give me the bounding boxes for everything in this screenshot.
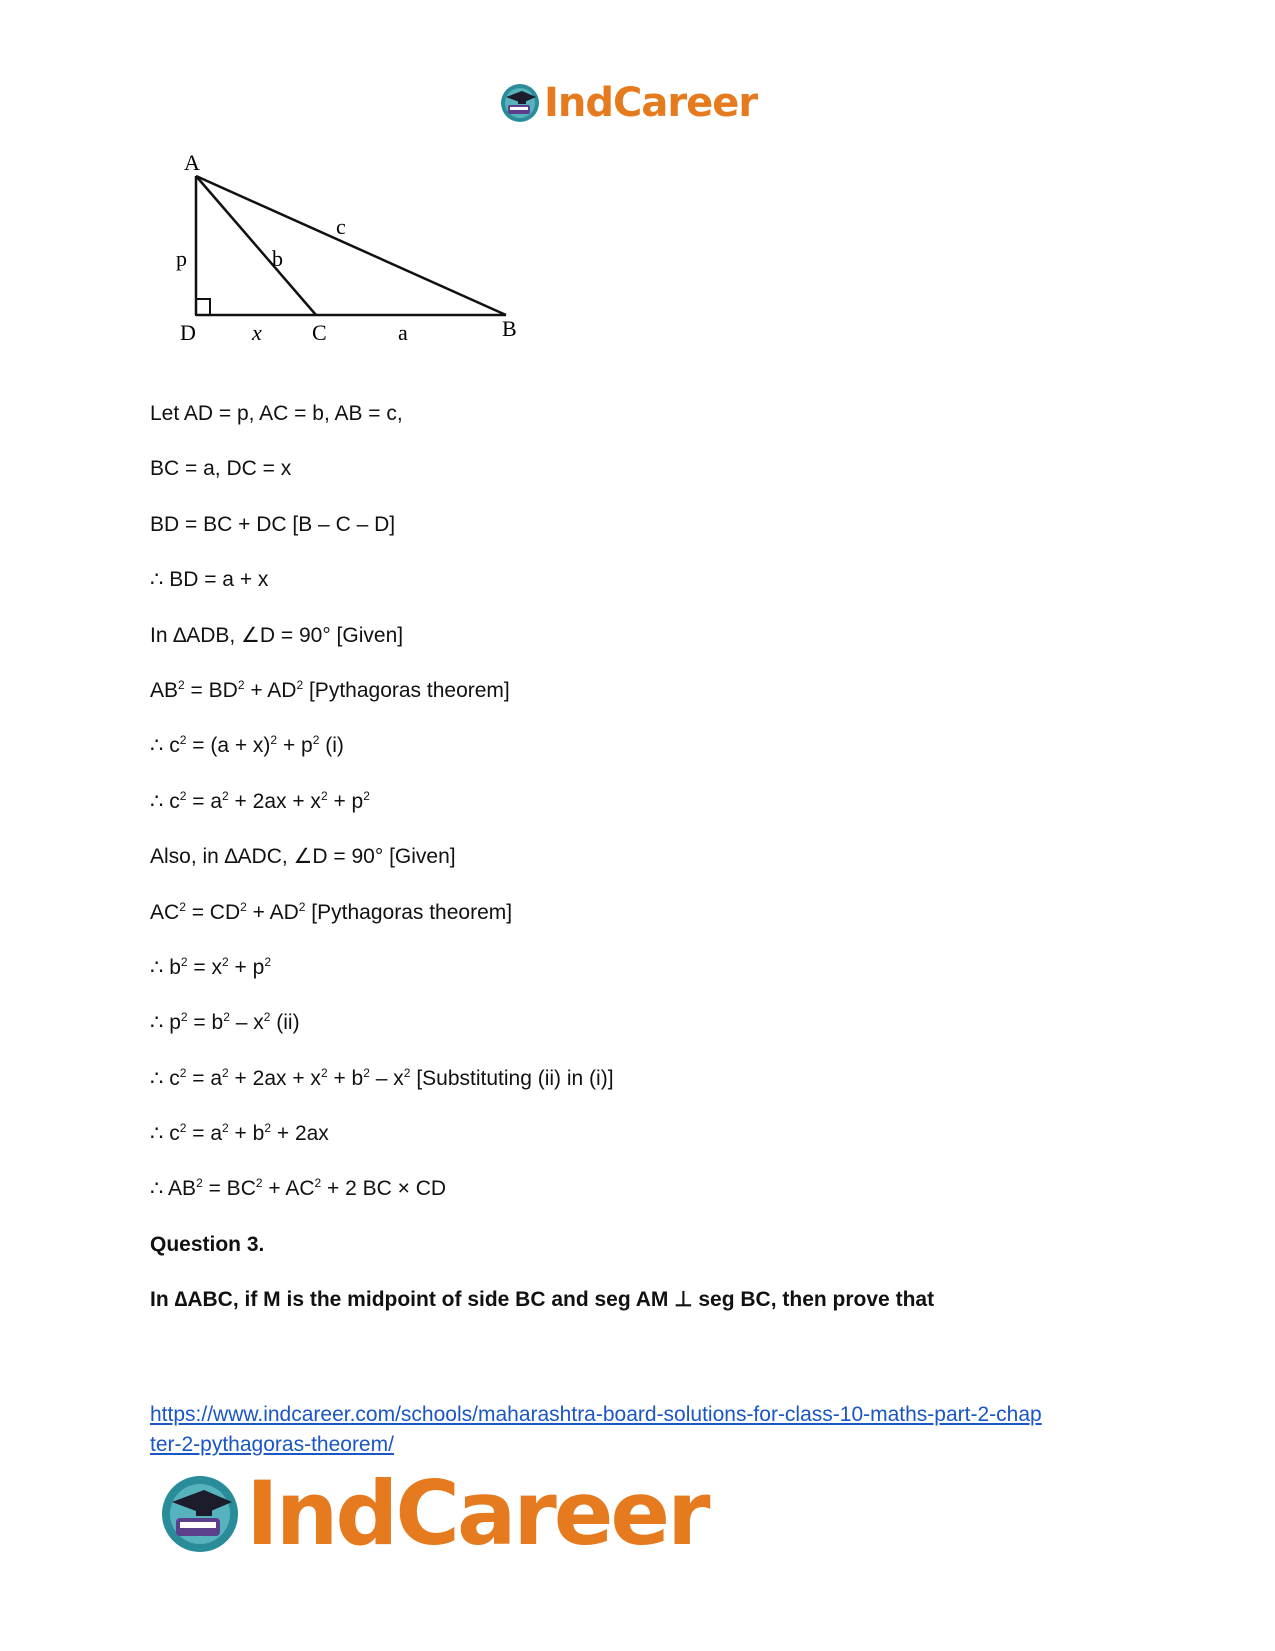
- solution-body: [150, 400, 1150, 1342]
- solution-line: ∴ $c^2 = (a + x)^2 + p^2$ (i): [150, 733, 344, 758]
- label-c-vertex: C: [312, 320, 327, 345]
- solution-line: Also, in ∆ADC, ∠D = 90° [Given]: [150, 845, 456, 869]
- logo-wordmark: IndCareer: [544, 80, 758, 126]
- label-b-side: b: [272, 246, 283, 271]
- solution-line: ∴ $c^2 = a^2 + 2ax + x^2 + p^2$: [150, 788, 370, 813]
- solution-line: In ∆ADB, ∠D = 90° [Given]: [150, 623, 404, 647]
- label-a-side: a: [398, 320, 408, 345]
- question-heading: Question 3.: [150, 1232, 265, 1256]
- label-x-side: x: [252, 320, 262, 345]
- solution-line: ∴ $p^2 = b^2 - x^2$ (ii): [150, 1010, 300, 1035]
- solution-line: BC = a, DC = x: [150, 457, 292, 481]
- right-angle-mark: [196, 299, 210, 315]
- segment-ab: [196, 176, 506, 315]
- source-link-line2: ter-2-pythagoras-theorem/: [150, 1433, 394, 1456]
- solution-line: ∴ $b^2 = x^2 + p^2$: [150, 954, 271, 979]
- source-link-line1: https://www.indcareer.com/schools/maharashtra-board-solutions-for-class-10-maths-part-2-chap: [150, 1403, 1042, 1426]
- header-logo: [500, 80, 757, 126]
- logo-wordmark: IndCareer: [246, 1462, 708, 1565]
- label-c-side: c: [336, 214, 346, 239]
- solution-line: ∴ $AB^2 = BC^2 + AC^2 + 2$ BC × CD: [150, 1176, 447, 1201]
- question-text: In ∆ABC, if M is the midpoint of side BC and seg AM ⊥ seg BC, then prove that: [150, 1288, 935, 1312]
- graduation-book-icon: [500, 83, 540, 123]
- footer-logo: [160, 1462, 708, 1565]
- solution-line: BD = BC + DC [B – C – D]: [150, 512, 396, 536]
- solution-line: ∴ BD = a + x: [150, 568, 269, 592]
- solution-line: $AB^2 = BD^2 + AD^2$ [Pythagoras theorem]: [150, 677, 510, 702]
- label-b-vertex: B: [502, 316, 517, 341]
- triangle-figure: [170, 150, 530, 350]
- solution-line: $AC^2 = CD^2 + AD^2$ [Pythagoras theorem]: [150, 899, 513, 924]
- graduation-book-icon: [160, 1474, 240, 1554]
- label-d-vertex: D: [180, 320, 196, 345]
- label-a-vertex: A: [184, 150, 200, 175]
- source-link[interactable]: [150, 1400, 1150, 1460]
- solution-line: ∴ $c^2 = a^2 + 2ax + x^2 + b^2 - x^2$ [Substituting (ii) in (i)]: [150, 1065, 614, 1090]
- solution-line: ∴ $c^2 = a^2 + b^2 + 2ax$: [150, 1121, 329, 1146]
- solution-line: Let AD = p, AC = b, AB = c,: [150, 402, 403, 425]
- segment-ac: [196, 176, 316, 315]
- label-p-side: p: [176, 246, 187, 271]
